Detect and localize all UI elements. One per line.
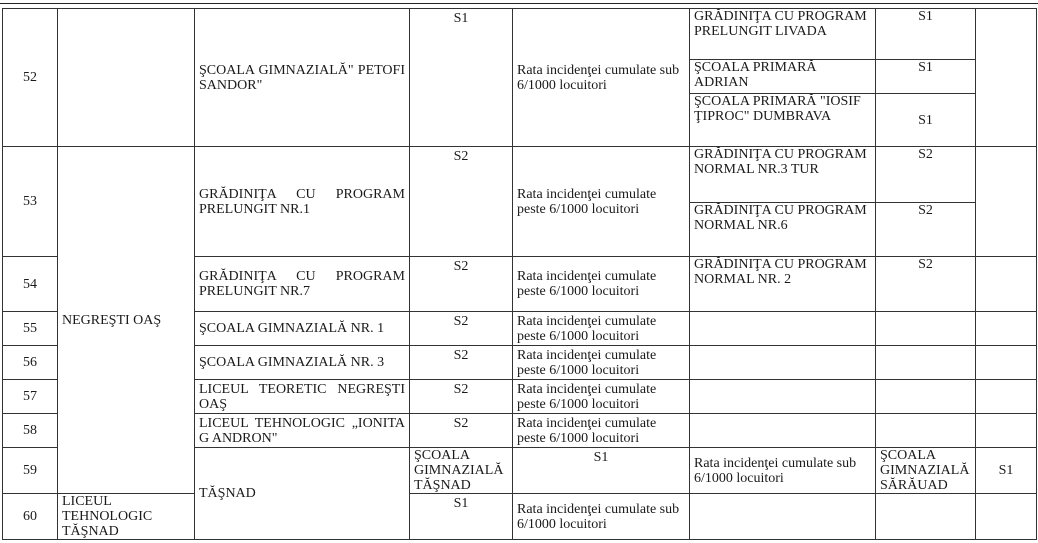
associated-scenario [876, 312, 976, 346]
associated-scenario [876, 494, 976, 540]
associated-scenario: S2 [876, 257, 976, 312]
associated-scenario: S2 [876, 147, 976, 203]
incidence-rate: Rata incidenţei cumulate peste 6/1000 locuitori [513, 346, 690, 380]
empty-cell [976, 380, 1037, 414]
associated-scenario: S1 [876, 94, 976, 147]
school-name: ŞCOALA GIMNAZIALĂ NR. 1 [195, 312, 410, 346]
associated-scenario: S1 [876, 9, 976, 60]
school-name: GRĂDINIŢA CU PROGRAM PRELUNGIT NR.7 [195, 257, 410, 312]
row-number: 58 [3, 414, 58, 448]
school-name: LICEUL TEHNOLOGIC „IONITA G ANDRON" [195, 414, 410, 448]
school-name: GRĂDINIŢA CU PROGRAM PRELUNGIT NR.1 [195, 147, 410, 257]
row-number: 57 [3, 380, 58, 414]
scenario-cell: S1 [513, 448, 690, 494]
locality-cell [58, 9, 195, 147]
locality-cell: TĂŞNAD [195, 448, 410, 540]
empty-cell [976, 147, 1037, 257]
associated-unit: ŞCOALA GIMNAZIALĂ SĂRĂUAD [876, 448, 976, 494]
empty-cell [976, 346, 1037, 380]
associated-scenario [876, 380, 976, 414]
school-name: ŞCOALA GIMNAZIALĂ" PETOFI SANDOR" [195, 9, 410, 147]
associated-scenario: S1 [976, 448, 1037, 494]
row-number: 60 [3, 494, 58, 540]
associated-unit [690, 380, 876, 414]
associated-unit: GRĂDINIŢA CU PROGRAM NORMAL NR.6 [690, 203, 876, 257]
associated-unit: ŞCOALA PRIMARĂ "IOSIF ŢIPROC" DUMBRAVA [690, 94, 876, 147]
associated-scenario [876, 346, 976, 380]
empty-cell [976, 312, 1037, 346]
scenario-cell: S2 [410, 312, 513, 346]
incidence-rate: Rata incidenţei cumulate peste 6/1000 locuitori [513, 414, 690, 448]
associated-unit [690, 494, 876, 540]
associated-unit [690, 414, 876, 448]
school-name: LICEUL TEORETIC NEGREŞTI OAŞ [195, 380, 410, 414]
incidence-rate: Rata incidenţei cumulate sub 6/1000 locuitori [513, 9, 690, 147]
empty-cell [976, 257, 1037, 312]
incidence-rate: Rata incidenţei cumulate peste 6/1000 locuitori [513, 147, 690, 257]
row-number: 59 [3, 448, 58, 494]
row-number: 56 [3, 346, 58, 380]
associated-scenario [876, 414, 976, 448]
schools-table [2, 8, 1037, 540]
incidence-rate: Rata incidenţei cumulate sub 6/1000 locuitori [690, 448, 876, 494]
school-name: ŞCOALA GIMNAZIALĂ TĂŞNAD [410, 448, 513, 494]
row-number: 54 [3, 257, 58, 312]
scenario-cell: S2 [410, 380, 513, 414]
row-number: 52 [3, 9, 58, 147]
locality-cell: NEGREŞTI OAŞ [58, 147, 195, 494]
scenario-cell: S2 [410, 346, 513, 380]
scenario-cell: S2 [410, 414, 513, 448]
incidence-rate: Rata incidenţei cumulate peste 6/1000 locuitori [513, 380, 690, 414]
scenario-cell: S2 [410, 257, 513, 312]
associated-scenario: S1 [876, 60, 976, 94]
school-name: ŞCOALA GIMNAZIALĂ NR. 3 [195, 346, 410, 380]
row-number: 53 [3, 147, 58, 257]
incidence-rate: Rata incidenţei cumulate peste 6/1000 locuitori [513, 257, 690, 312]
scenario-cell: S1 [410, 494, 513, 540]
associated-unit: ŞCOALA PRIMARĂ ADRIAN [690, 60, 876, 94]
scenario-cell: S2 [410, 147, 513, 257]
associated-unit [690, 346, 876, 380]
associated-scenario: S2 [876, 203, 976, 257]
top-rule [0, 3, 1038, 4]
associated-unit [690, 312, 876, 346]
incidence-rate: Rata incidenţei cumulate peste 6/1000 locuitori [513, 312, 690, 346]
empty-cell [976, 9, 1037, 147]
empty-cell [976, 414, 1037, 448]
associated-unit: GRĂDINIŢA CU PROGRAM NORMAL NR. 2 [690, 257, 876, 312]
scenario-cell: S1 [410, 9, 513, 147]
associated-unit: GRĂDINIŢA CU PROGRAM NORMAL NR.3 TUR [690, 147, 876, 203]
associated-unit: GRĂDINIŢA CU PROGRAM PRELUNGIT LIVADA [690, 9, 876, 60]
school-name: LICEUL TEHNOLOGIC TĂŞNAD [58, 494, 195, 540]
incidence-rate: Rata incidenţei cumulate sub 6/1000 locuitori [513, 494, 690, 540]
row-number: 55 [3, 312, 58, 346]
empty-cell [976, 494, 1037, 540]
